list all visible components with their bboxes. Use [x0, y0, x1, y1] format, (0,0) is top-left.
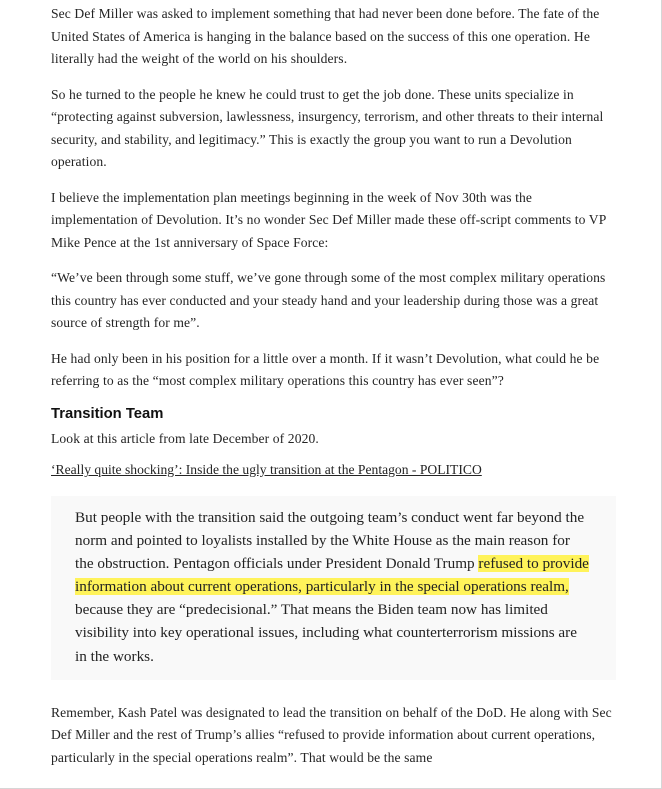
paragraph-kash-patel: Remember, Kash Patel was designated to lead the transition on behalf of the DoD. He along with Sec Def Miller and the rest of Trump’s allies “refused to provide information about current operations, particularly in the special operations realm”. That would be the same	[51, 704, 612, 765]
quote-text-after: because they are “predecisional.” That means the Biden team now has limited visibility into key operational issues, including what counterterrorism missions are in the works.	[75, 601, 577, 665]
paragraph-position-month: He had only been in his position for a little over a month. If it wasn’t Devolution, what could he be referring to as the “most complex military operations this country has ever seen”?	[51, 350, 600, 388]
quote-text-before: But people with the transition said the outgoing team’s conduct went far beyond the norm and pointed to loyalists installed by the White House as the main reason for the obstruction. Pentagon officials under President Donald Trump	[75, 509, 585, 573]
paragraph-miller-quote: “We’ve been through some stuff, we’ve gone through some of the most complex military operations this country has ever conducted and your steady hand and your leadership during those was a great source of strength for me”.	[51, 270, 606, 330]
quote-highlighted-text: refused to provide information about current operations, particularly in the special operations realm,	[75, 555, 589, 596]
paragraph-article-intro: Look at this article from late December of 2020.	[51, 430, 319, 446]
source-link-row	[51, 459, 616, 481]
paragraph-implementation-plan: I believe the implementation plan meetings beginning in the week of Nov 30th was the implementation of Devolution. It’s no wonder Sec Def Miller made these off-script comments to VP Mike Pence at the 1st anniversary of Space Force:	[51, 189, 606, 250]
article-body	[51, 3, 616, 782]
politico-article-link[interactable]: ‘Really quite shocking’: Inside the ugly transition at the Pentagon - POLITICO	[51, 462, 482, 477]
politico-blockquote	[51, 496, 616, 680]
paragraph-trusted-units: So he turned to the people he knew he could trust to get the job done. These units specialize in “protecting against subversion, lawlessness, insurgency, terrorism, and other threats to their internal security, and stability, and legitimacy.” This is exactly the group you want to run a Devolution operation.	[51, 86, 604, 169]
paragraph-miller-weight: Sec Def Miller was asked to implement something that had never been done before. The fate of the United States of America is hanging in the balance based on the success of this one operation. He literally had the weight of the world on his shoulders.	[51, 6, 600, 66]
section-heading-transition-team: Transition Team	[51, 405, 164, 422]
